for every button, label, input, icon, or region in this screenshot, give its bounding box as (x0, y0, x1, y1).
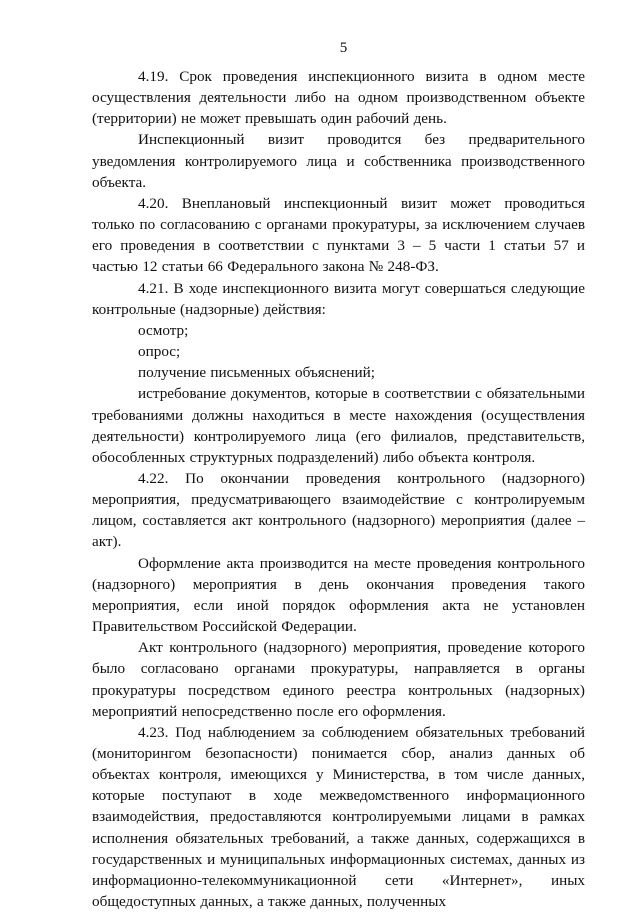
list-item-document-request: истребование документов, которые в соответствии с обязательными требованиями должны находиться в месте нахождения (осуществления деятельности) контролируемого лица (его филиалов, представительств, обособленных структурных подразделений) либо объекта контроля. (92, 385, 585, 466)
list-item-survey: опрос; (138, 343, 181, 361)
paragraph-4-21: 4.21. В ходе инспекционного визита могут совершаться следующие контрольные (надзорные) действия: (92, 279, 585, 318)
paragraph-act-preparation: Оформление акта производится на месте проведения контрольного (надзорного) мероприятия в день окончания проведения такого мероприятия, если иной порядок оформления акта не установлен Правительством Российской Федерации. (92, 554, 585, 636)
list-item-inspection: осмотр; (138, 321, 189, 339)
paragraph-4-23: 4.23. Под наблюдением за соблюдением обязательных требований (мониторингом безопасности) понимается сбор, анализ данных об объектах контроля, имеющихся у Министерства, в том числе данных, которые поступают в ходе межведомственного информационного взаимодействия, предоставляются контролируемыми лицами в рамках исполнения обязательных требований, а также данных, содержащихся в государственных и муниципальных информационных системах, данных из информационно-телекоммуникационной сети «Интернет», иных общедоступных данных, а также данных, полученных (92, 723, 585, 911)
paragraph-4-19: 4.19. Срок проведения инспекционного визита в одном месте осуществления деятельности либо на одном производственном объекте (территории) не может превышать один рабочий день. (92, 68, 585, 128)
list-item-written-explanations: получение письменных объяснений; (138, 364, 375, 382)
page-number: 5 (339, 40, 348, 56)
paragraph-act-submission: Акт контрольного (надзорного) мероприятия, проведение которого было согласовано органами прокуратуры, направляется в органы прокуратуры посредством единого реестра контрольных (надзорных) мероприятий непосредственно после его оформления. (92, 639, 585, 720)
paragraph-4-22: 4.22. По окончании проведения контрольного (надзорного) мероприятия, предусматривающего взаимодействие с контролируемым лицом, составляется акт контрольного (надзорного) мероприятия (далее – акт). (92, 469, 585, 551)
paragraph-inspection-visit-notice: Инспекционный визит проводится без предварительного уведомления контролируемого лица и собственника производственного объекта. (92, 131, 585, 191)
paragraph-4-20: 4.20. Внеплановый инспекционный визит может проводиться только по согласованию с органами прокуратуры, за исключением случаев его проведения в соответствии с пунктами 3 – 5 части 1 статьи 57 и частью 12 статьи 66 Федерального закона № 248-ФЗ. (92, 194, 585, 276)
